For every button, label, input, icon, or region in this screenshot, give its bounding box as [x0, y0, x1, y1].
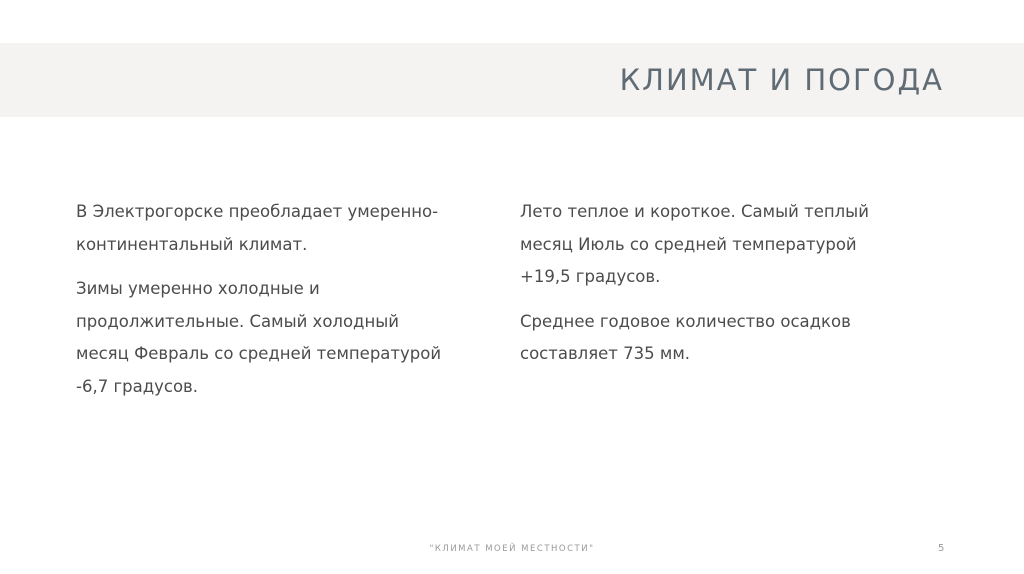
text-line: -6,7 градусов. [76, 376, 199, 396]
paragraph-precipitation [520, 306, 920, 371]
paragraph-winter [76, 273, 476, 403]
text-line: континентальный климат. [76, 234, 308, 254]
text-line: Среднее годовое количество осадков [520, 311, 851, 331]
slide-title: КЛИМАТ И ПОГОДА [619, 63, 944, 97]
text-line: +19,5 градусов. [520, 267, 661, 286]
footer-caption: "КЛИМАТ МОЕЙ МЕСТНОСТИ" [429, 544, 595, 554]
text-line: продолжительные. Самый холодный [76, 311, 400, 331]
left-column [76, 196, 476, 415]
paragraph-summer [520, 196, 920, 294]
paragraph-climate-type [76, 196, 476, 261]
text-line: В Электрогорске преобладает умеренно- [76, 202, 439, 221]
text-line: месяц Февраль со средней температурой [76, 344, 442, 363]
text-line: Зимы умеренно холодные и [76, 279, 320, 298]
text-line: составляет 735 мм. [520, 344, 691, 363]
right-column [520, 196, 920, 383]
page-number: 5 [938, 543, 945, 554]
text-line: месяц Июль со средней температурой [520, 234, 857, 254]
text-line: Лето теплое и короткое. Самый теплый [520, 202, 869, 221]
